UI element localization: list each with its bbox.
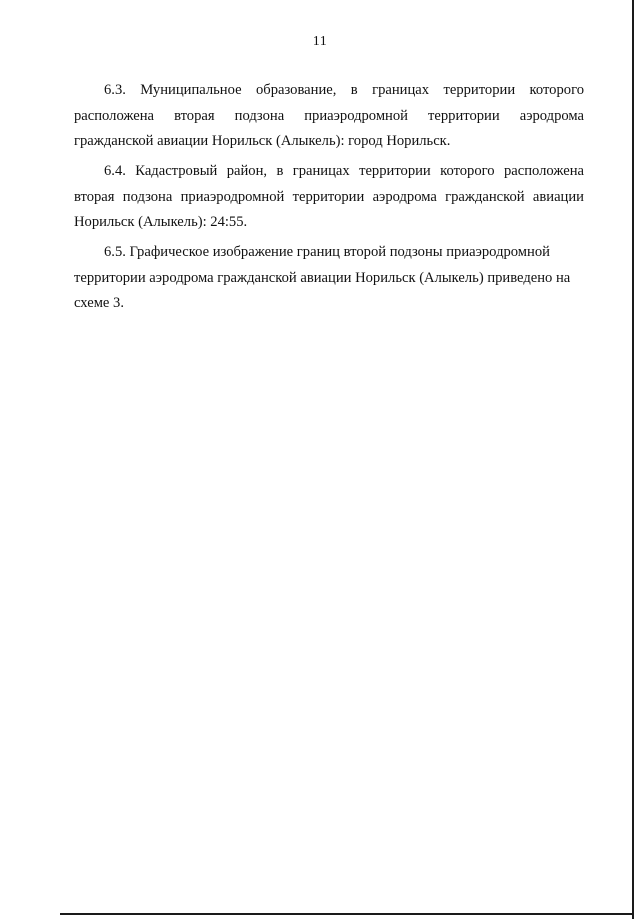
page-number: 11 bbox=[312, 34, 328, 49]
scan-edge-bottom bbox=[60, 913, 634, 915]
document-body bbox=[74, 78, 584, 321]
paragraph-6-4: 6.4. Кадастровый район, в границах территории которого расположена вторая подзона приаэродромной территории аэродрома гражданской авиации Норильск (Алыкель): 24:55. bbox=[74, 163, 584, 230]
paragraph-6-3: 6.3. Муниципальное образование, в границах территории которого расположена вторая подзона приаэродромной территории аэродрома гражданской авиации Норильск (Алыкель): город Норильск. bbox=[74, 82, 584, 149]
paragraph-6-5: 6.5. Графическое изображение границ второй подзоны приаэродромной территории аэродрома гражданской авиации Норильск (Алыкель) приведено на схеме 3. bbox=[74, 244, 571, 311]
scan-edge-right bbox=[632, 0, 634, 919]
